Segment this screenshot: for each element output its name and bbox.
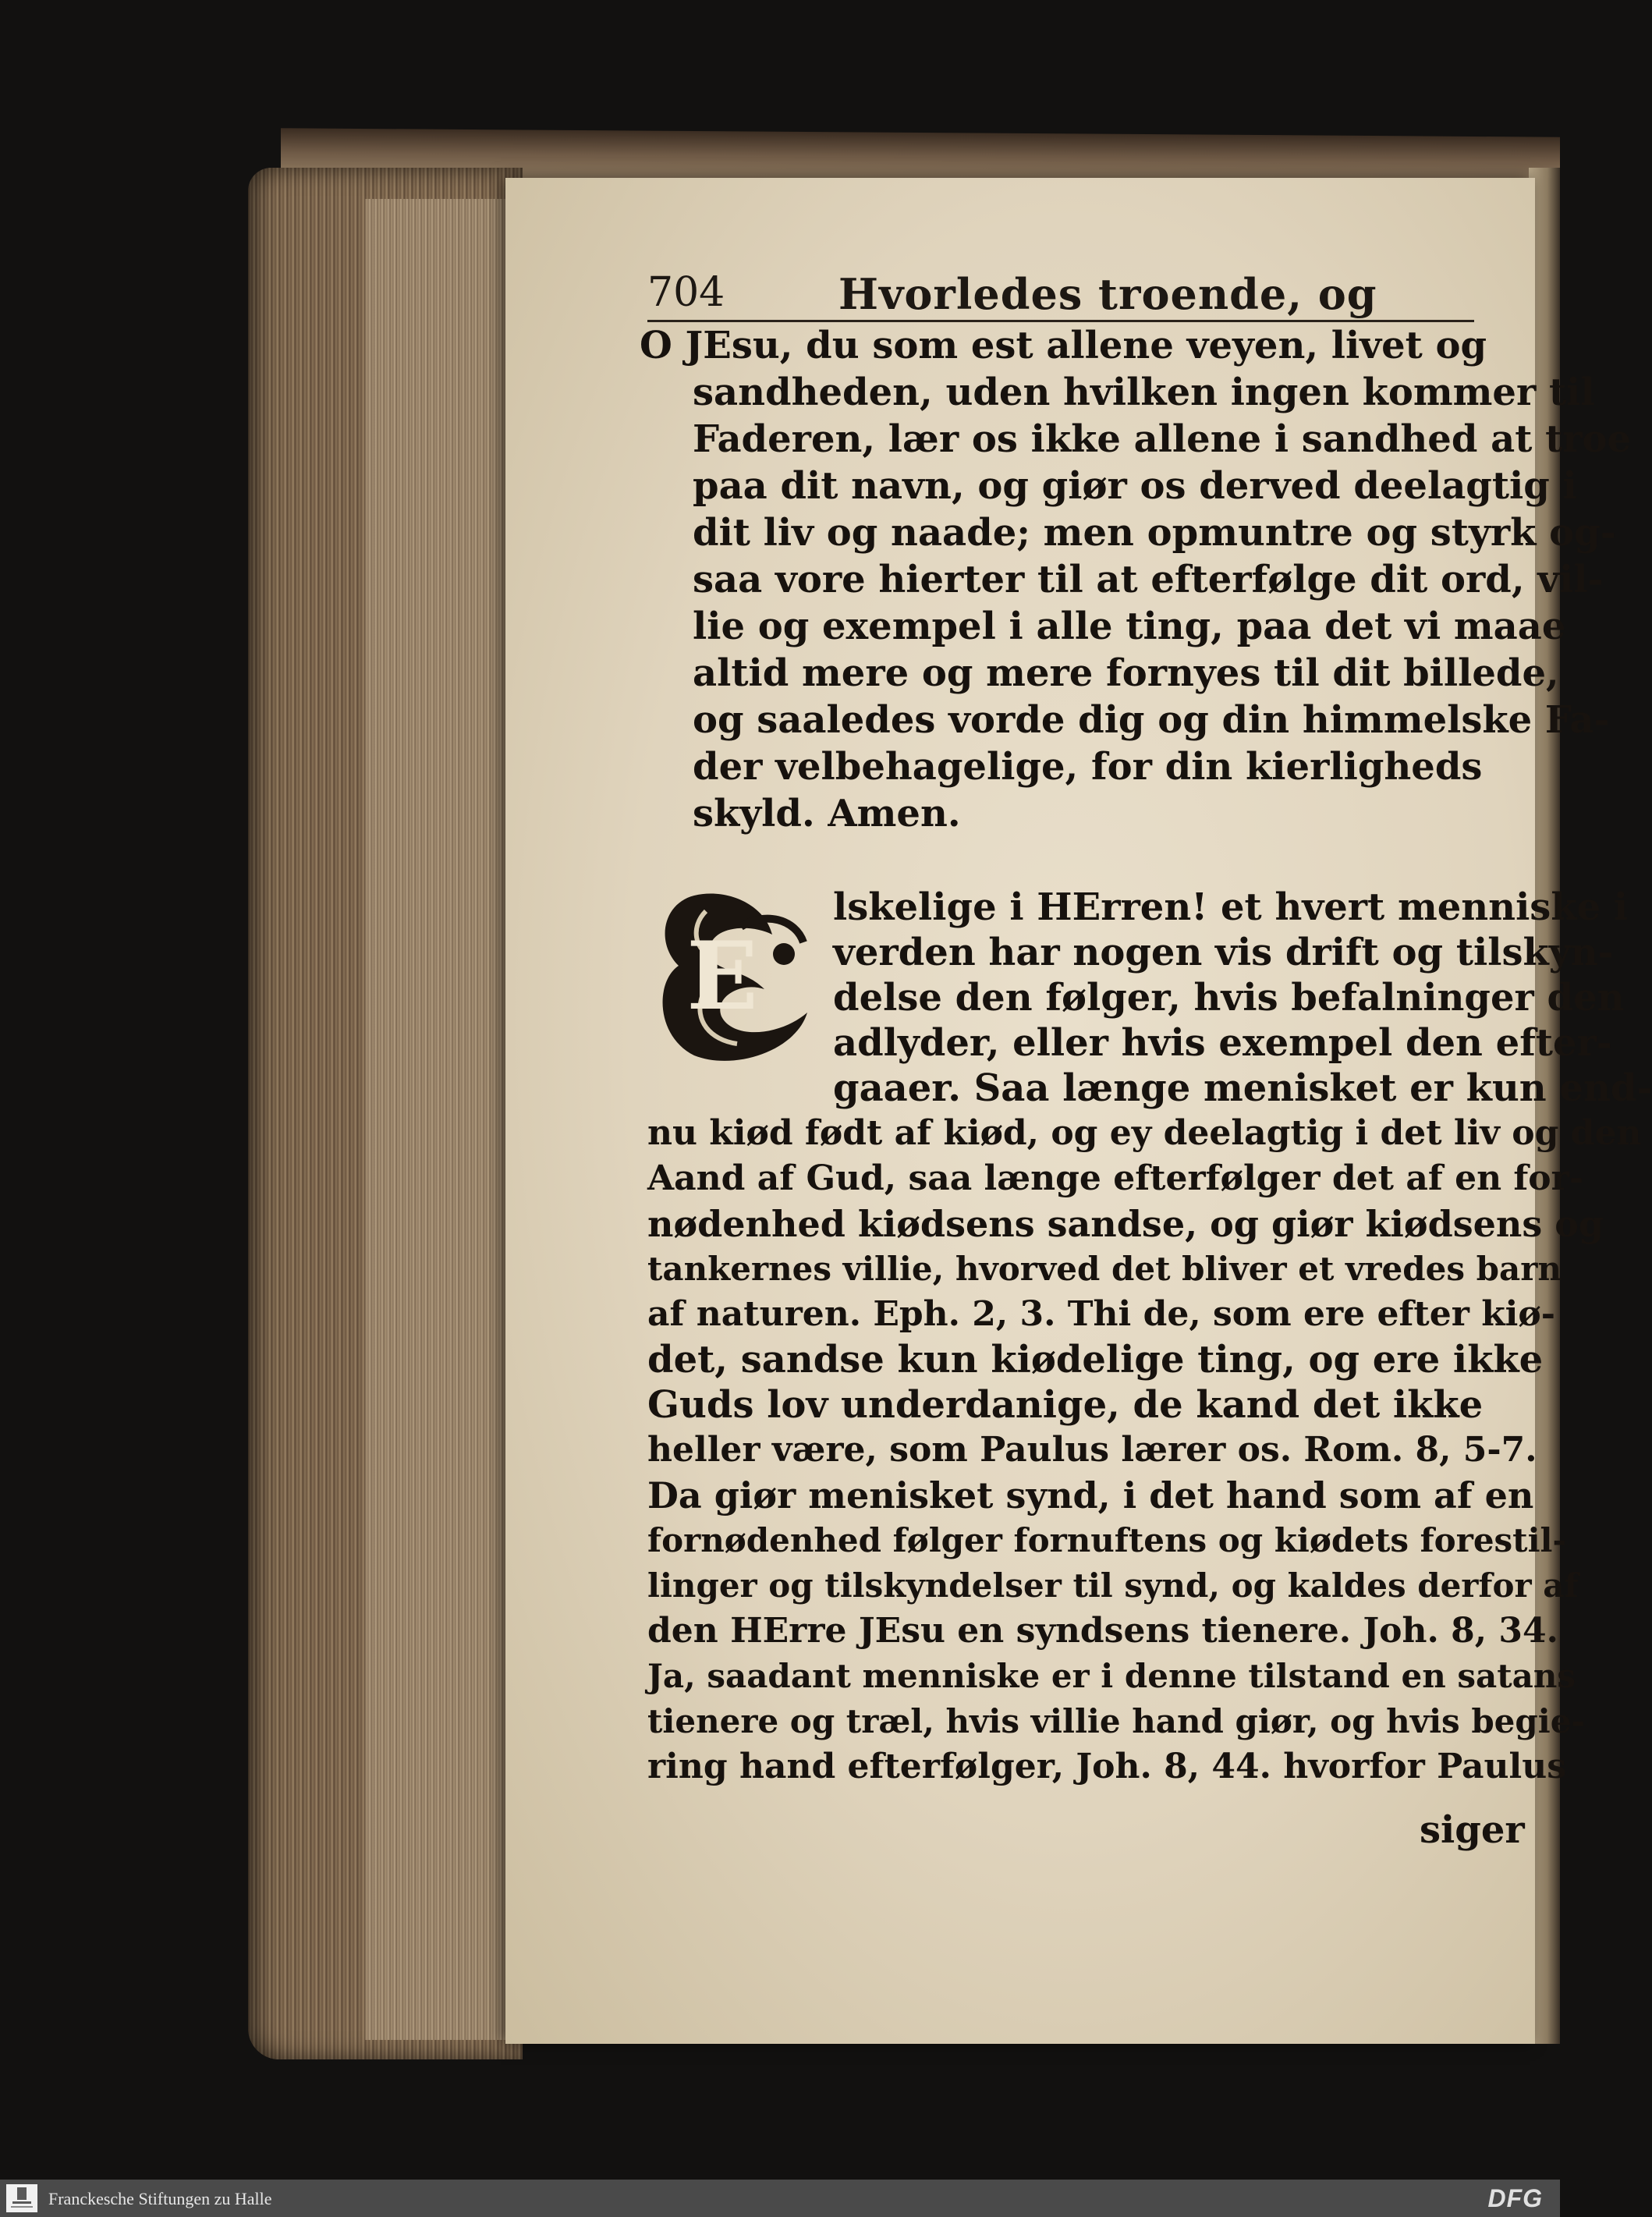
header-rule	[647, 320, 1474, 322]
text-line: dit liv og naade; men opmuntre og styrk og-	[693, 511, 1616, 555]
text-line: Da giør menisket synd, i det hand som af en	[647, 1474, 1534, 1516]
text-line: heller være, som Paulus lærer os. Rom. 8, 5-7.	[647, 1430, 1537, 1470]
text-line: Aand af Gud, saa længe efterfølger det af en for-	[647, 1158, 1584, 1198]
text-line: linger og tilskyndelser til synd, og kaldes derfor af	[647, 1566, 1579, 1605]
text-line: altid mere og mere fornyes til dit billede,	[693, 651, 1559, 695]
owner-credit: Franckesche Stiftungen zu Halle	[48, 2189, 272, 2208]
text-line: lie og exempel i alle ting, paa det vi maae	[693, 605, 1566, 648]
text-line: der velbehagelige, for din kierligheds	[693, 745, 1483, 789]
text-line: og saaledes vorde dig og din himmelske Fa-	[693, 698, 1610, 742]
drop-cap-letter: E	[686, 921, 758, 1031]
text-line: af naturen. Eph. 2, 3. Thi de, som ere efter kiø-	[647, 1294, 1556, 1334]
text-line: det, sandse kun kiødelige ting, og ere ikke	[647, 1338, 1544, 1382]
running-head	[647, 269, 1474, 319]
institution-logo-icon	[6, 2184, 37, 2212]
text-line: nødenhed kiødsens sandse, og giør kiødsens og	[647, 1203, 1604, 1245]
dfg-logo: DFG	[1487, 2184, 1543, 2212]
footer-bar	[0, 2180, 1560, 2217]
text-line: sandheden, uden hvilken ingen kommer til	[693, 371, 1595, 414]
text-line: verden har nogen vis drift og tilskyn-	[833, 931, 1614, 974]
text-line: tankernes villie, hvorved det bliver et vredes barn	[647, 1250, 1562, 1288]
text-line: skyld. Amen.	[693, 792, 961, 835]
text-line: Ja, saadant menniske er i denne tilstand en satans	[647, 1657, 1576, 1695]
text-line: fornødenhed følger fornuftens og kiødets forestil-	[647, 1521, 1566, 1559]
text-line: adlyder, eller hvis exempel den efter-	[833, 1021, 1612, 1065]
decorated-initial	[647, 880, 821, 1067]
text-line: delse den følger, hvis befalninger den	[833, 976, 1625, 1020]
text-line: saa vore hierter til at efterfølge dit ord, vil-	[693, 558, 1604, 601]
text-line: O JEsu, du som est allene veyen, livet og	[640, 324, 1487, 367]
text-line: gaaer. Saa længe menisket er kun end-	[833, 1066, 1652, 1110]
text-line: den HErre JEsu en syndsens tienere. Joh. 8, 34.	[647, 1611, 1558, 1651]
text-line: tienere og træl, hvis villie hand giør, og hvis begie-	[647, 1702, 1585, 1740]
text-line: Guds lov underdanige, de kand det ikke	[647, 1383, 1484, 1427]
text-line: ring hand efterfølger, Joh. 8, 44. hvorfor Paulus	[647, 1747, 1566, 1786]
text-line: lskelige i HErren! et hvert menniske i	[833, 885, 1629, 929]
catchword: siger	[1420, 1808, 1525, 1852]
text-line: nu kiød født af kiød, og ey deelagtig i det liv og den	[647, 1113, 1642, 1153]
text-line: Faderen, lær os ikke allene i sandhed at troe	[693, 417, 1632, 461]
book-page-edges	[248, 168, 523, 2059]
text-line: paa dit navn, og giør os derved deelagtig i	[693, 464, 1577, 508]
page-number: 704	[647, 269, 725, 316]
running-title: Hvorledes troende, og	[838, 269, 1377, 319]
